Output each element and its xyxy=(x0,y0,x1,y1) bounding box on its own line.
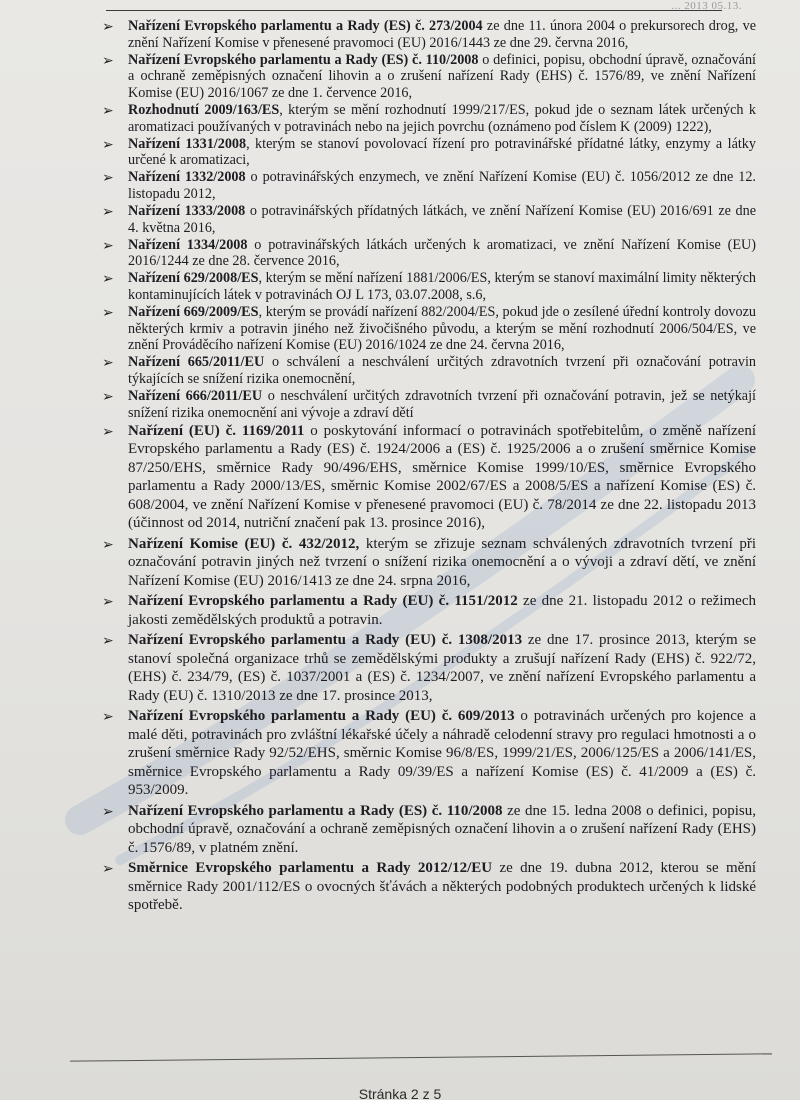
arrowhead-bullet-icon: ➢ xyxy=(102,52,114,69)
list-item xyxy=(96,631,756,705)
regulation-description: , kterým se stanoví povolovací řízení pro potravinářské přídatné látky, enzymy a látky určené k aromatizaci, xyxy=(128,135,756,169)
regulation-reference: Nařízení 1331/2008 xyxy=(128,135,247,152)
regulation-reference: Nařízení 1333/2008 xyxy=(128,203,246,220)
arrowhead-bullet-icon: ➢ xyxy=(102,536,114,553)
arrowhead-bullet-icon: ➢ xyxy=(102,389,114,406)
regulation-description: kterým se zřizuje seznam schválených zdravotních tvrzení při označování potravin jiných než tvrzení o snížení rizika onemocnění a o vývoji a zdraví dětí, ve znění Nařízení Komise (EU) 2016/1413 ze dne 24. srpna 2016, xyxy=(128,535,757,589)
arrowhead-bullet-icon: ➢ xyxy=(102,271,114,288)
list-item xyxy=(96,304,756,354)
arrowhead-bullet-icon: ➢ xyxy=(102,803,114,820)
list-item xyxy=(96,169,756,202)
regulation-list xyxy=(96,18,756,917)
list-item xyxy=(96,52,756,102)
list-item xyxy=(96,270,756,303)
list-item xyxy=(96,859,756,915)
arrowhead-bullet-icon: ➢ xyxy=(102,19,114,35)
regulation-description: ze dne 15. ledna 2008 o definici, popisu, obchodní úpravě, označování a ochraně zeměpisných označení lihovin a o zrušení nařízení Rady (EHS) č. 1576/89, v platném znění. xyxy=(128,802,757,856)
regulation-reference: Nařízení 665/2011/EU xyxy=(128,354,265,371)
list-item xyxy=(96,237,756,270)
regulation-reference: Nařízení 666/2011/EU xyxy=(128,388,263,405)
list-item xyxy=(96,707,756,800)
list-item xyxy=(96,102,756,135)
regulation-description: o potravinách určených pro kojence a malé děti, potravinách pro zvláštní lékařské účely a náhradě celodenní stravy pro regulaci hmotnosti a o zrušení směrnice Rady 92/52/EHS, směrnic Komise 96/8/ES, 1999/21/ES, 2006/125/ES a 2006/141/ES, směrnice Evropského parlamentu a Rady 09/39/ES a nařízení Komise (ES) č. 41/2009 a (ES) č. 953/2009. xyxy=(128,708,756,799)
regulation-description: o schválení a neschválení určitých zdravotních tvrzení při označování potravin týkajících se snížení rizika onemocnění, xyxy=(128,354,756,387)
regulation-reference: Nařízení Evropského parlamentu a Rady (EU) č. 609/2013 xyxy=(128,708,515,725)
arrowhead-bullet-icon: ➢ xyxy=(102,305,114,322)
list-item xyxy=(96,136,756,169)
list-item xyxy=(96,203,756,236)
regulation-reference: Nařízení 669/2009/ES xyxy=(128,304,259,321)
regulation-reference: Nařízení Evropského parlamentu a Rady (ES) č. 110/2008 xyxy=(128,802,503,819)
regulation-description: , kterým se mění nařízení 1881/2006/ES, kterým se stanoví maximální limity některých kontaminujících látek v potravinách OJ L 173, 03.07.2008, s.6, xyxy=(128,270,756,303)
regulation-description: ze dne 19. dubna 2012, kterou se mění směrnice Rady 2001/112/ES o ovocných šťávách a některých podobných produktech určených k lidské spotřebě. xyxy=(128,860,756,914)
header-stamp: ... 2013 05.13. xyxy=(671,0,742,12)
page-number: Stránka 2 z 5 xyxy=(358,1086,442,1100)
regulation-description: o potravinářských enzymech, ve znění Nařízení Komise (EU) č. 1056/2012 ze dne 12. listopadu 2012, xyxy=(128,169,756,202)
regulation-reference: Nařízení Evropského parlamentu a Rady (EU) č. 1308/2013 xyxy=(128,632,523,649)
regulation-reference: Nařízení Evropského parlamentu a Rady (ES) č. 110/2008 xyxy=(128,51,479,68)
regulation-description: ze dne 21. listopadu 2012 o režimech jakosti zemědělských produktů a potravin. xyxy=(128,593,756,628)
arrowhead-bullet-icon: ➢ xyxy=(102,709,114,726)
regulation-reference: Nařízení 1334/2008 xyxy=(128,236,248,253)
list-item xyxy=(96,354,756,387)
regulation-reference: Nařízení (EU) č. 1169/2011 xyxy=(128,422,305,439)
list-item xyxy=(96,535,756,591)
regulation-reference: Nařízení 1332/2008 xyxy=(128,169,246,186)
regulation-reference: Směrnice Evropského parlamentu a Rady 2012/12/EU xyxy=(128,860,493,877)
arrowhead-bullet-icon: ➢ xyxy=(102,170,114,187)
arrowhead-bullet-icon: ➢ xyxy=(102,861,114,878)
list-item xyxy=(96,592,756,629)
regulation-description: o potravinářských látkách určených k aromatizaci, ve znění Nařízení Komise (EU) 2016/1244 ze dne 28. července 2016, xyxy=(128,236,756,270)
regulation-description: , kterým se provádí nařízení 882/2004/ES, pokud jde o zesílené úřední kontroly dovozu některých krmiv a potravin jiného než živočišného původu, a kterým se mění rozhodnutí 2006/504/ES, ve znění Prováděcího nařízení Komise (EU) 2016/1024 ze dne 24. června 2016, xyxy=(128,304,756,354)
arrowhead-bullet-icon: ➢ xyxy=(102,237,114,254)
regulation-description: o potravinářských přídatných látkách, ve znění Nařízení Komise (EU) 2016/691 ze dne 4. května 2016, xyxy=(128,203,756,236)
arrowhead-bullet-icon: ➢ xyxy=(102,355,114,372)
header-rule xyxy=(106,10,722,11)
regulation-description: o poskytování informací o potravinách spotřebitelům, o změně nařízení Evropského parlamentu a Rady (ES) č. 1924/2006 a (ES) č. 1925/2006 a o zrušení směrnice Komise 87/250/EHS, směrnice Rady 90/496/EHS, směrnice Komise 1999/10/ES, směrnice Evropského parlamentu a Rady 2000/13/ES, směrnic Komise 2002/67/ES a 2008/5/ES a nařízení Komise (ES) č. 608/2004, ve znění Nařízení Komise v přenesené pravomoci (EU) č. 78/2014 ze dne 22. listopadu 2013 (účinnost od 2014, nutriční značení pak 13. prosince 2016), xyxy=(128,422,756,532)
regulation-reference: Nařízení 629/2008/ES xyxy=(128,270,259,287)
footer-rule xyxy=(70,1053,772,1061)
regulation-reference: Rozhodnutí 2009/163/ES xyxy=(128,101,280,118)
list-item xyxy=(96,18,756,51)
regulation-reference: Nařízení Komise (EU) č. 432/2012, xyxy=(128,535,360,552)
regulation-description: o neschválení určitých zdravotních tvrzení při označování potravin, jež se netýkají snížení rizika onemocnění ani vývoje a zdraví dětí xyxy=(128,388,756,421)
arrowhead-bullet-icon: ➢ xyxy=(102,204,114,221)
list-item xyxy=(96,422,756,533)
arrowhead-bullet-icon: ➢ xyxy=(102,423,114,440)
arrowhead-bullet-icon: ➢ xyxy=(102,594,114,611)
list-item xyxy=(96,388,756,421)
regulation-description: , kterým se mění rozhodnutí 1999/217/ES, pokud jde o seznam látek určených k aromatizaci používaných v potravinách nebo na jejich povrchu (oznámeno pod číslem K (2009) 1222), xyxy=(128,101,757,135)
arrowhead-bullet-icon: ➢ xyxy=(102,136,114,153)
arrowhead-bullet-icon: ➢ xyxy=(102,633,114,650)
regulation-description: ze dne 11. února 2004 o prekursorech drog, ve znění Nařízení Komise v přenesené pravomoci (EU) 2016/1443 ze dne 29. června 2016, xyxy=(128,18,756,51)
regulation-description: o definici, popisu, obchodní úpravě, označování a ochraně zeměpisných označení lihovin a o zrušení nařízení Rady (EHS) č. 1576/89, ve znění Nařízení Komise (EU) 2016/1067 ze dne 1. července 2016, xyxy=(128,51,756,101)
list-item xyxy=(96,802,756,858)
arrowhead-bullet-icon: ➢ xyxy=(102,102,114,119)
regulation-reference: Nařízení Evropského parlamentu a Rady (EU) č. 1151/2012 xyxy=(128,593,518,610)
regulation-reference: Nařízení Evropského parlamentu a Rady (ES) č. 273/2004 xyxy=(128,18,483,34)
regulation-description: ze dne 17. prosince 2013, kterým se stanoví společná organizace trhů se zemědělskými produkty a zrušují nařízení Rady (EHS) č. 922/72, (EHS) č. 234/79, (ES) č. 1037/2001 a (ES) č. 1234/2007, ve znění nařízení Evropského parlamentu a Rady (EU) č. 1310/2013 ze dne 17. prosince 2013, xyxy=(128,632,756,704)
